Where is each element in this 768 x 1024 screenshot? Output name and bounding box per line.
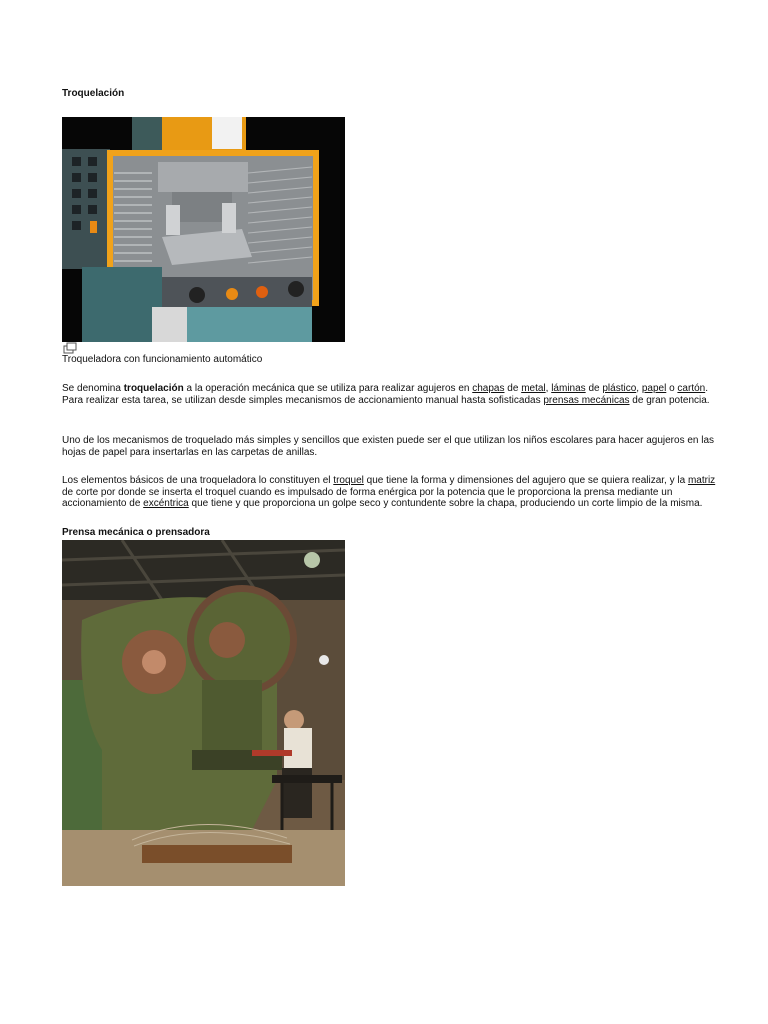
para3-text: que tiene la forma y dimensiones del agujero que se quiera realizar, y la	[363, 475, 688, 486]
para1-text: de gran potencia.	[629, 394, 710, 406]
link-troquel[interactable]: troquel	[333, 475, 364, 486]
para1-text: a la operación mecánica que se utiliza para realizar agujeros en	[183, 383, 473, 394]
link-excentrica[interactable]: excéntrica	[143, 498, 189, 509]
paragraph-example: Uno de los mecanismos de troquelado más simples y sencillos que existen puede ser el que utilizan los niños escolares para hacer agujeros en las hojas de papel para insertarlas en las carpetas de anillas.	[62, 435, 715, 458]
section-heading-troquelacion: Troquelación	[62, 88, 125, 99]
para1-text: de	[585, 383, 603, 394]
para1-text: o	[666, 383, 678, 394]
image-caption: Troqueladora con funcionamiento automático	[62, 354, 263, 365]
para1-text: de	[504, 383, 522, 394]
para1-text: ,	[636, 383, 642, 394]
para1-text: Se denomina	[62, 383, 124, 394]
troqueladora-image	[62, 117, 345, 342]
para1-text: ,	[545, 383, 552, 394]
para3-text: de corte por donde se inserta el troquel cuando es impulsado de forma enérgica por la potencia que le proporciona la prensa mediante un accionamiento de	[62, 486, 673, 509]
term-troquelacion: troquelación	[123, 383, 184, 394]
link-papel[interactable]: papel	[641, 383, 667, 394]
link-metal[interactable]: metal	[521, 383, 546, 394]
link-chapas[interactable]: chapas	[472, 383, 505, 394]
para3-text: que tiene y que proporciona un golpe seco y contundente sobre la chapa, produciendo un corte limpio de la misma.	[188, 498, 703, 509]
prensa-mecanica-photo	[62, 540, 345, 886]
link-laminas[interactable]: láminas	[551, 383, 586, 394]
link-matriz[interactable]: matriz	[687, 475, 716, 486]
image-enlarge-icon[interactable]	[63, 341, 77, 353]
para3-text: Los elementos básicos de una troqueladora lo constituyen el	[62, 475, 334, 486]
section-heading-prensa: Prensa mecánica o prensadora	[62, 527, 210, 538]
link-plastico[interactable]: plástico	[602, 383, 637, 394]
link-prensas-mecanicas[interactable]: prensas mecánicas	[543, 394, 630, 406]
link-carton[interactable]: cartón	[677, 383, 706, 394]
para1-text: . Para realizar esta tarea, se utilizan desde simples mecanismos de accionamiento manual hasta sofisticadas	[62, 383, 708, 406]
paragraph-definition	[62, 383, 722, 406]
paragraph-elements	[62, 475, 722, 510]
